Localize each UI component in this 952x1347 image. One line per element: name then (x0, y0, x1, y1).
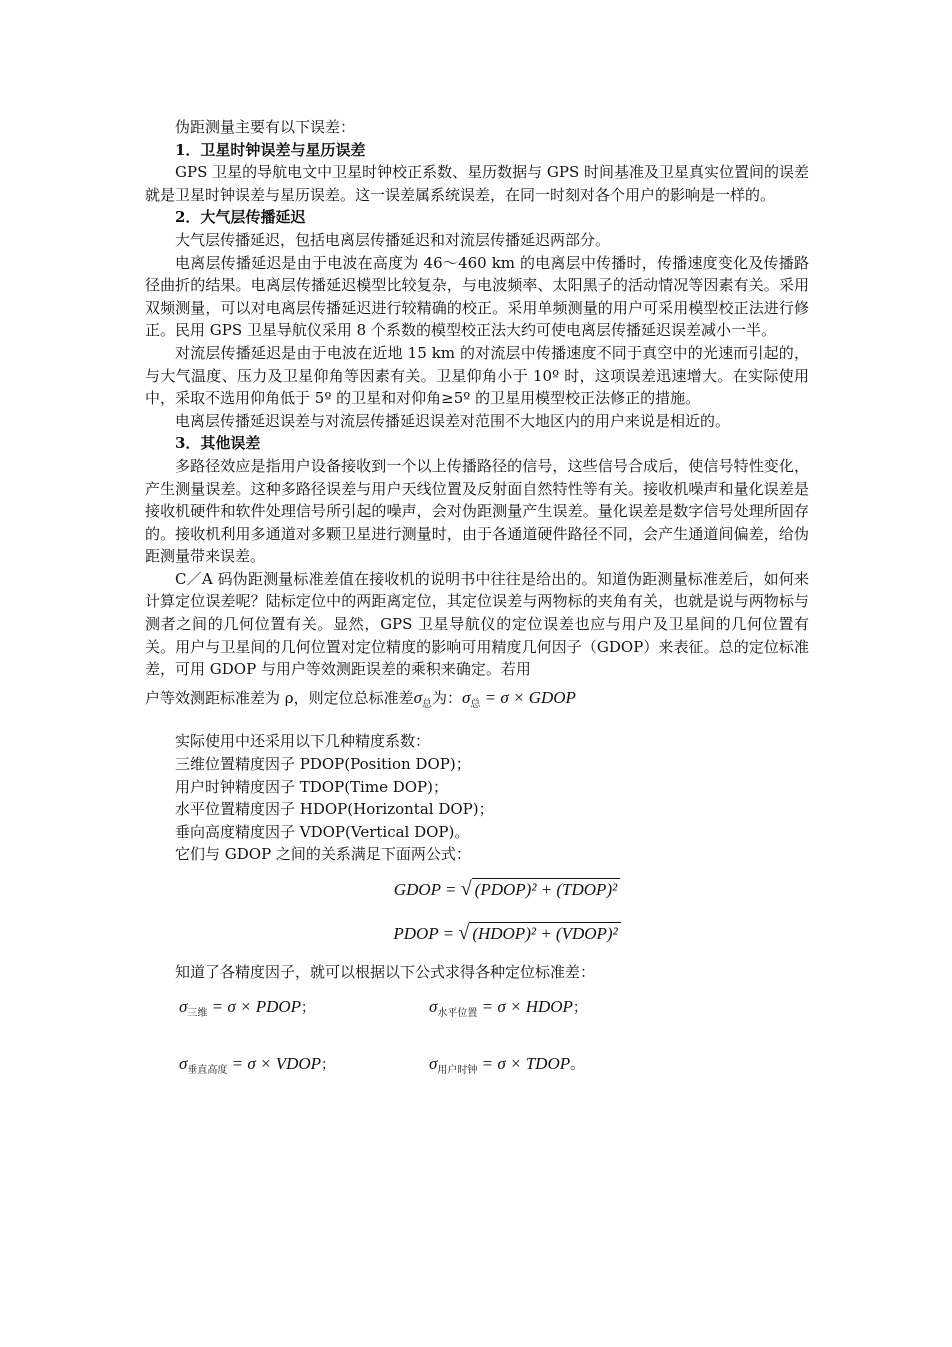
formula-end: 。 (570, 1058, 585, 1074)
sigma-subscript: 三维 (187, 1007, 208, 1019)
pdop-formula (145, 922, 809, 946)
list-line-3: 用户时钟精度因子 TDOP(Time DOP)； (175, 777, 448, 796)
sigma-vertical-formula (179, 1053, 429, 1083)
list-line-7: 知道了各精度因子，就可以根据以下公式求得各种定位标准差： (175, 963, 596, 982)
gdop-lhs: GDOP = (393, 880, 461, 899)
paragraph-1: GPS 卫星的导航电文中卫星时钟校正系数、星历数据与 GPS 时间基准及卫星真实位置间的误差就是卫星时钟误差与星历误差。这一误差属系统误差，在同一时刻对各个用户的影响是一样的。 (145, 163, 810, 204)
pdop-radicand: (HDOP)² + (VDOP)² (469, 922, 620, 946)
paragraph-8-text: 户等效测距标准差为 ρ，则定位总标准差 (145, 688, 414, 707)
intro-text: 伪距测量主要有以下误差： (175, 118, 356, 136)
gdop-radicand: (PDOP)² + (TDOP)² (472, 878, 621, 902)
paragraph-8 (145, 687, 809, 717)
sigma-glyph: σ (429, 1054, 438, 1074)
formula-subscript: 总 (470, 698, 481, 710)
sigma-clock-formula (429, 1053, 584, 1083)
pdop-lhs: PDOP = (393, 923, 459, 943)
sigma-glyph: σ (179, 1054, 188, 1074)
sigma-glyph: σ (429, 996, 438, 1016)
total-std-formula (462, 687, 576, 710)
formula-rest: = σ × PDOP (207, 996, 302, 1016)
sigma-subscript: 水平位置 (437, 1007, 478, 1019)
sigma-3d-formula (179, 996, 429, 1026)
list-line-5: 垂向高度精度因子 VDOP(Vertical DOP)。 (175, 822, 470, 841)
formula-rest: = σ × GDOP (480, 687, 576, 707)
formula-row-2 (145, 1053, 809, 1083)
paragraph-3: 电离层传播延迟是由于电波在高度为 46～460 km 的电离层中传播时，传播速度变化及传播路径曲折的结果。电离层传播延迟模型比较复杂，与电波频率、太阳黑子的活动情况等因素有关。采用双频测量，可以对电离层传播延迟进行较精确的校正。采用单频测量的用户可采用模型校正法进行修正。民用 GPS 卫星导航仪采用 8 个系数的模型校正法大约可使电离层传播延迟误差减小一半。 (145, 253, 809, 340)
gdop-formula (145, 878, 809, 902)
formula-end: ； (321, 1058, 336, 1074)
paragraph-8-for: 为： (431, 688, 462, 707)
paragraph-5: 电离层传播延迟误差与对流层传播延迟误差对范围不大地区内的用户来说是相近的。 (175, 411, 731, 430)
paragraph-4: 对流层传播延迟是由于电波在近地 15 km 的对流层中传播速度不同于真空中的光速而引起的，与大气温度、压力及卫星仰角等因素有关。卫星仰角小于 10º 时，这项误差迅速增大。在实际使用中，采取不选用仰角低于 5º 的卫星和对仰角≥5º 的卫星用模型校正法修正的措施。 (145, 343, 809, 408)
formula-sigma: σ (462, 687, 471, 707)
heading-3: 3．其他误差 (175, 434, 261, 453)
formula-rest: = σ × VDOP (227, 1054, 322, 1074)
list-line-1: 实际使用中还采用以下几种精度系数： (175, 732, 431, 751)
sigma-glyph: σ (179, 996, 188, 1016)
sigma-subscript: 总 (421, 698, 432, 710)
formula-end: ； (572, 1000, 587, 1016)
formula-rest: = σ × TDOP (477, 1054, 571, 1074)
sigma-total-symbol (413, 687, 432, 710)
heading-2: 2．大气层传播延迟 (175, 208, 306, 227)
list-line-2: 三维位置精度因子 PDOP(Position DOP)； (175, 755, 471, 774)
list-line-4: 水平位置精度因子 HDOP(Horizontal DOP)； (175, 800, 494, 819)
formula-rest: = σ × HDOP (477, 996, 573, 1016)
formula-row-1 (145, 996, 809, 1026)
paragraph-6: 多路径效应是指用户设备接收到一个以上传播路径的信号，这些信号合成后，使信号特性变化，产生测量误差。这种多路径误差与用户天线位置及反射面自然特性等有关。接收机噪声和量化误差是接收机硬件和软件处理信号所引起的噪声，会对伪距测量产生误差。量化误差是数字信号处理所固存的。接收机利用多通道对多颗卫星进行测量时，由于各通道硬件路径不同，会产生通道间偏差，给伪距测量带来误差。 (145, 456, 809, 566)
sqrt-icon: √ (458, 921, 470, 944)
heading-1: 1．卫星时钟误差与星历误差 (175, 140, 366, 159)
sigma-subscript: 用户时钟 (437, 1065, 478, 1077)
sigma-horizontal-formula (429, 996, 587, 1026)
paragraph-7: C／A 码伪距测量标准差值在接收机的说明书中往往是给出的。知道伪距测量标准差后，如何来计算定位误差呢？陆标定位中的两距离定位，其定位误差与两物标的夹角有关，也就是说与两物标与测者之间的几何位置有关。显然，GPS 卫星导航仪的定位误差也应与用户及卫星间的几何位置有关。用户与卫星间的几何位置对定位精度的影响可用精度几何因子（GDOP）来表征。总的定位标准差，可用 GDOP 与用户等效测距误差的乘积来确定。若用 (145, 569, 809, 679)
formula-end: ； (301, 1000, 316, 1016)
document-body (145, 116, 809, 1083)
list-line-6: 它们与 GDOP 之间的关系满足下面两公式： (175, 845, 471, 864)
paragraph-2: 大气层传播延迟，包括电离层传播延迟和对流层传播延迟两部分。 (175, 230, 611, 249)
sigma-glyph: σ (413, 687, 422, 707)
sigma-subscript: 垂直高度 (187, 1065, 228, 1077)
sqrt-icon: √ (460, 878, 472, 900)
